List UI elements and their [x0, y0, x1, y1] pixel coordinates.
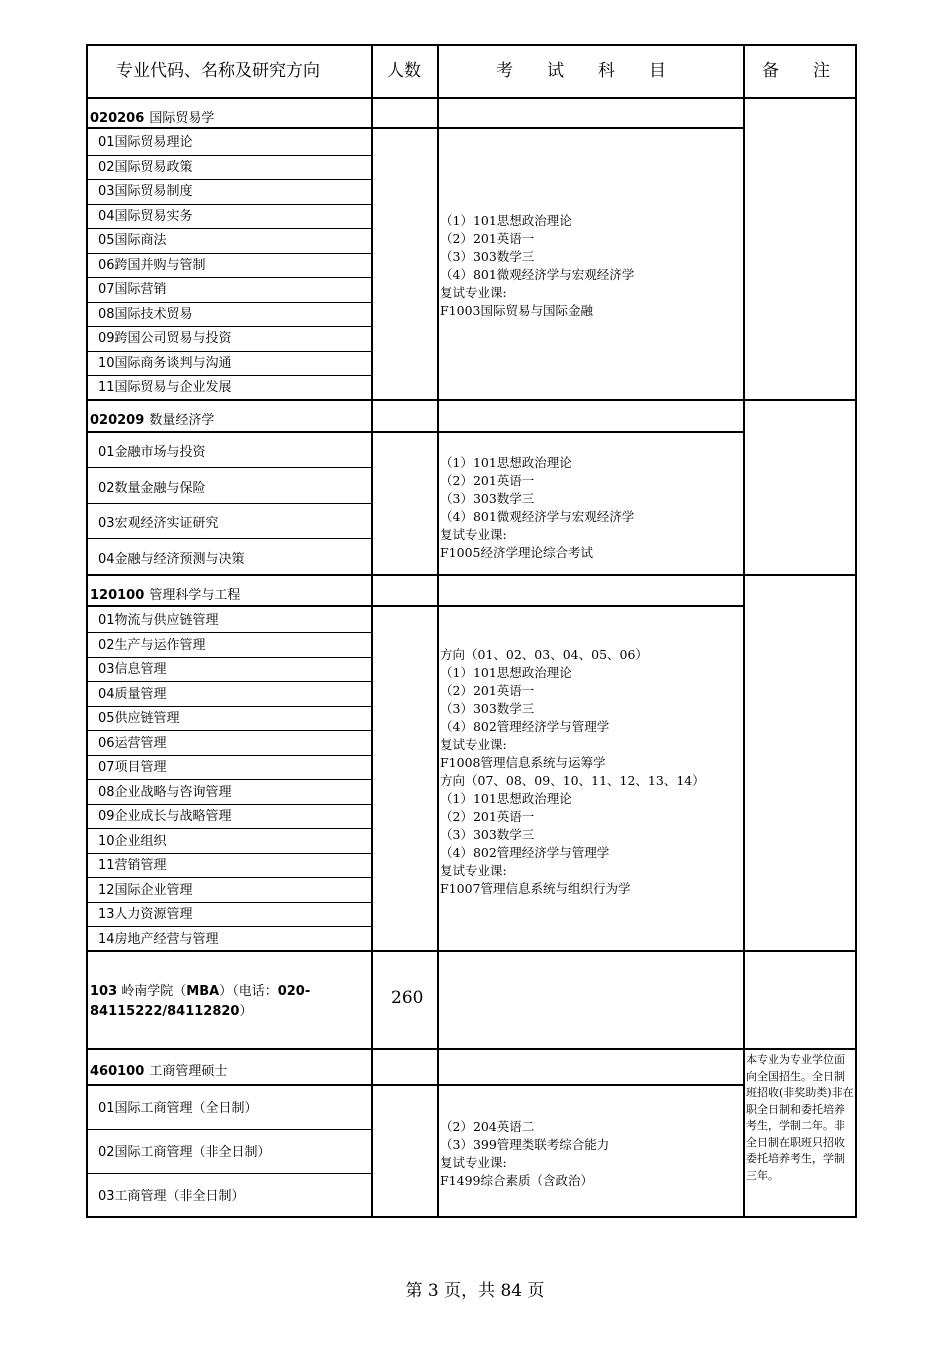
list-item: 14房地产经营与管理 — [98, 932, 219, 947]
header-count: 人数 — [387, 61, 421, 81]
list-item: 01国际贸易理论 — [98, 135, 193, 150]
row-line — [86, 253, 372, 254]
list-item: 11营销管理 — [98, 858, 167, 873]
header-exam: 考 试 科 目 — [496, 61, 666, 81]
row-line — [86, 926, 372, 927]
row-line — [86, 853, 372, 854]
list-item: 03信息管理 — [98, 662, 167, 677]
list-item: 08企业战略与咨询管理 — [98, 785, 232, 800]
section-line — [86, 574, 857, 576]
list-item: 04国际贸易实务 — [98, 209, 193, 224]
list-item: 07国际营销 — [98, 282, 167, 297]
list-item: 08国际技术贸易 — [98, 307, 193, 322]
row-line — [86, 1129, 372, 1130]
table-border-left — [86, 44, 88, 1218]
list-item: 09企业成长与战略管理 — [98, 809, 232, 824]
row-line — [86, 657, 372, 658]
list-item: 04金融与经济预测与决策 — [98, 552, 245, 567]
list-item: 10企业组织 — [98, 834, 167, 849]
list-item: 04质量管理 — [98, 687, 167, 702]
row-line — [86, 277, 372, 278]
exam-subjects: （2）204英语二 （3）399管理类联考综合能力 复试专业课: F1499综合素质（含政治） — [440, 1119, 610, 1188]
row-line — [86, 779, 372, 780]
exam-subjects: 方向（01、02、03、04、05、06） （1）101思想政治理论 （2）201英语一 （3）303数学三 （4）802管理经济学与管理学 复试专业课: F1008管理信息系统与运筹学 方向（07、08、09、10、11、12、13、14） （1）101思想政治理论 （2）201英语一 （3）303数学三 （4）802管理经济学与管理学 复试专业课: F1007管理信息系统与组织行为学 — [440, 647, 705, 896]
list-item: 01物流与供应链管理 — [98, 613, 219, 628]
list-item: 06运营管理 — [98, 736, 167, 751]
note-text: 本专业为专业学位面向全国招生。全日制班招收(非奖助类)非在职全日制和委托培养考生，学制二年。非全日制在职班只招收委托培养考生，学制三年。 — [746, 1053, 854, 1182]
list-item: 05供应链管理 — [98, 711, 180, 726]
section-line — [86, 1048, 857, 1050]
section-line — [86, 399, 857, 401]
row-line — [86, 632, 372, 633]
row-line — [86, 730, 372, 731]
list-item: 12国际企业管理 — [98, 883, 193, 898]
table-border-right — [855, 44, 857, 1218]
column-divider-exam — [437, 44, 439, 1218]
row-line — [86, 326, 372, 327]
list-item: 13人力资源管理 — [98, 907, 193, 922]
row-line — [86, 204, 372, 205]
row-line — [86, 706, 372, 707]
header-major: 专业代码、名称及研究方向 — [116, 61, 320, 81]
row-line — [86, 431, 745, 433]
college-title: 103 岭南学院（MBA）（电话：020-84115222/84112820） — [90, 984, 311, 1019]
row-line — [86, 538, 372, 539]
table-border-bottom — [86, 1216, 857, 1218]
list-item: 01金融市场与投资 — [98, 445, 206, 460]
row-line — [86, 605, 745, 607]
list-item: 09跨国公司贸易与投资 — [98, 331, 232, 346]
row-line — [86, 902, 372, 903]
section-line — [86, 950, 857, 952]
list-item: 02国际贸易政策 — [98, 160, 193, 175]
row-line — [86, 828, 372, 829]
list-item: 03工商管理（非全日制） — [98, 1189, 245, 1204]
row-line — [86, 755, 372, 756]
list-item: 03宏观经济实证研究 — [98, 516, 219, 531]
major-title: 460100 工商管理硕士 — [90, 1064, 228, 1079]
list-item: 06跨国并购与管制 — [98, 258, 206, 273]
list-item: 11国际贸易与企业发展 — [98, 380, 232, 395]
list-item: 02国际工商管理（非全日制） — [98, 1145, 271, 1160]
major-title: 020206 国际贸易学 — [90, 111, 215, 126]
row-line — [86, 127, 745, 129]
page-footer: 第 3 页，共 84 页 — [405, 1281, 545, 1301]
row-line — [86, 375, 372, 376]
exam-subjects: （1）101思想政治理论 （2）201英语一 （3）303数学三 （4）801微观经济学与宏观经济学 复试专业课: F1003国际贸易与国际金融 — [440, 213, 635, 318]
college-count: 260 — [391, 988, 424, 1008]
admissions-table — [86, 44, 857, 1218]
row-line — [86, 302, 372, 303]
row-line — [86, 351, 372, 352]
list-item: 02数量金融与保险 — [98, 481, 206, 496]
row-line — [86, 1084, 745, 1086]
row-line — [86, 877, 372, 878]
row-line — [86, 155, 372, 156]
row-line — [86, 804, 372, 805]
header-bottom-line — [86, 97, 857, 99]
header-note: 备 注 — [762, 61, 830, 81]
list-item: 05国际商法 — [98, 233, 167, 248]
major-title: 020209 数量经济学 — [90, 413, 215, 428]
exam-subjects: （1）101思想政治理论 （2）201英语一 （3）303数学三 （4）801微观经济学与宏观经济学 复试专业课: F1005经济学理论综合考试 — [440, 455, 635, 560]
list-item: 02生产与运作管理 — [98, 638, 206, 653]
row-line — [86, 503, 372, 504]
row-line — [86, 467, 372, 468]
row-line — [86, 228, 372, 229]
list-item: 07项目管理 — [98, 760, 167, 775]
row-line — [86, 179, 372, 180]
list-item: 01国际工商管理（全日制） — [98, 1101, 258, 1116]
major-title: 120100 管理科学与工程 — [90, 588, 241, 603]
row-line — [86, 681, 372, 682]
table-border-top — [86, 44, 857, 46]
list-item: 10国际商务谈判与沟通 — [98, 356, 232, 371]
column-divider-note — [743, 44, 745, 1218]
column-divider-count — [371, 44, 373, 1218]
row-line — [86, 1173, 372, 1174]
list-item: 03国际贸易制度 — [98, 184, 193, 199]
